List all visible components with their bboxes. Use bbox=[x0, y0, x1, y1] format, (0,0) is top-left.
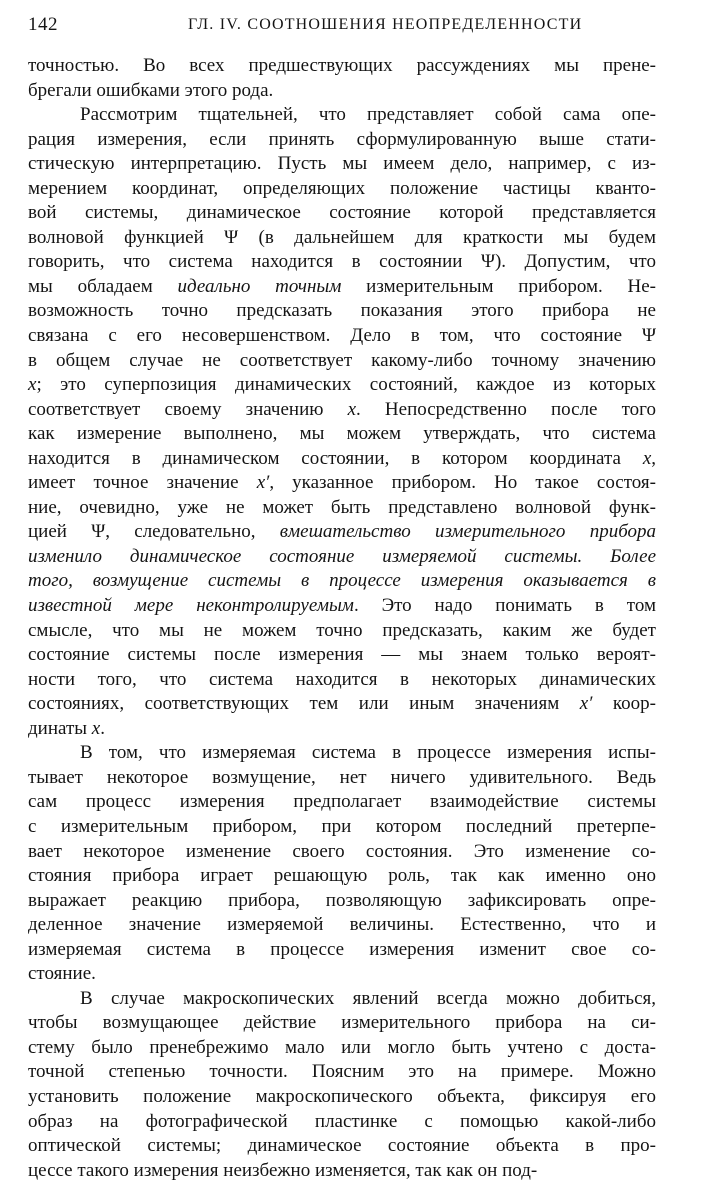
text-segment: находится в динамическом состоянии, в котором координата bbox=[28, 447, 643, 469]
text-line bbox=[28, 1110, 656, 1135]
text-line bbox=[28, 692, 656, 717]
text-line bbox=[28, 54, 656, 79]
text-segment: динаты bbox=[28, 717, 92, 739]
text-segment: стояния прибора играет решающую роль, так как именно оно bbox=[28, 865, 656, 887]
text-segment: как измерение выполнено, мы можем утверждать, что система bbox=[28, 423, 656, 445]
text-segment: мерением координат, определяющих положение частицы кванто- bbox=[28, 177, 656, 199]
text-segment: соответствует своему значению bbox=[28, 398, 348, 420]
text-line bbox=[28, 619, 656, 644]
text-line bbox=[28, 668, 656, 693]
text-segment: говорить, что система находится в состоянии Ψ). Допустим, что bbox=[28, 251, 656, 273]
text-line bbox=[28, 447, 656, 472]
text-segment: , указанное прибором. Но такое состоя- bbox=[269, 472, 656, 494]
text-line bbox=[28, 840, 656, 865]
text-segment: . Непосредственно после того bbox=[356, 398, 656, 420]
italic-text: x′ bbox=[256, 472, 270, 494]
text-line bbox=[28, 643, 656, 668]
text-segment: связана с его несовершенством. Дело в том, что состояние Ψ bbox=[28, 325, 656, 347]
text-line bbox=[28, 815, 656, 840]
text-segment: возможность точно предсказать показания этого прибора не bbox=[28, 300, 656, 322]
text-segment: состояние системы после измерения — мы знаем только вероят- bbox=[28, 644, 656, 666]
text-line bbox=[28, 569, 656, 594]
text-segment: измеряемая система в процессе измерения изменит свое со- bbox=[28, 938, 656, 960]
text-line bbox=[28, 1036, 656, 1061]
text-segment: точностью. Во всех предшествующих рассуждениях мы прене- bbox=[28, 55, 656, 76]
text-line bbox=[28, 299, 656, 324]
text-segment: с измерительным прибором, при котором последний претерпе- bbox=[28, 815, 656, 837]
text-line bbox=[28, 520, 656, 545]
text-line bbox=[28, 1159, 656, 1183]
text-line bbox=[28, 938, 656, 963]
text-line bbox=[28, 741, 656, 766]
running-title: ГЛ. IV. СООТНОШЕНИЯ НЕОПРЕДЕЛЕННОСТИ bbox=[188, 16, 583, 33]
italic-text: x′ bbox=[579, 693, 593, 715]
text-line bbox=[28, 324, 656, 349]
text-line bbox=[28, 201, 656, 226]
text-segment: в общем случае не соответствует какому-либо точному значению bbox=[28, 349, 656, 371]
italic-text: известной мере неконтролируемым bbox=[28, 595, 354, 617]
text-segment: измерительным прибором. Не- bbox=[341, 275, 656, 297]
italic-text: вмешательство измерительного прибора bbox=[279, 521, 657, 543]
italic-text: того, возмущение системы в процессе измерения оказывается в bbox=[28, 570, 656, 592]
italic-text: x bbox=[347, 398, 357, 420]
text-line bbox=[28, 373, 656, 398]
text-segment: вает некоторое изменение своего состояния. Это изменение со- bbox=[28, 840, 656, 862]
text-line bbox=[28, 152, 656, 177]
text-segment: ние, очевидно, уже не может быть представлено волновой функ- bbox=[28, 496, 656, 518]
text-segment: В случае макроскопических явлений всегда можно добиться, bbox=[80, 987, 656, 1009]
page-body bbox=[28, 54, 656, 1183]
text-line bbox=[28, 226, 656, 251]
text-line bbox=[28, 1060, 656, 1085]
italic-text: изменило динамическое состояние измеряемой системы. Более bbox=[28, 545, 656, 567]
text-segment: брегали ошибками этого рода. bbox=[28, 79, 274, 101]
text-segment: цессе такого измерения неизбежно изменяется, так как он под- bbox=[28, 1159, 538, 1181]
text-line bbox=[28, 766, 656, 791]
text-line bbox=[28, 864, 656, 889]
text-line bbox=[28, 962, 656, 987]
text-line bbox=[28, 987, 656, 1012]
text-segment: установить положение макроскопического объекта, фиксируя его bbox=[28, 1085, 656, 1107]
text-segment: смысле, что мы не можем точно предсказать, каким же будет bbox=[28, 619, 656, 641]
text-line bbox=[28, 349, 656, 374]
text-segment: имеет точное значение bbox=[28, 472, 257, 494]
text-segment: стему было пренебрежимо мало или могло быть учтено с доста- bbox=[28, 1036, 656, 1058]
text-segment: образ на фотографической пластинке с помощью какой-либо bbox=[28, 1110, 656, 1132]
text-segment: тывает некоторое возмущение, нет ничего удивительного. Ведь bbox=[28, 766, 656, 788]
italic-text: идеально точным bbox=[177, 275, 342, 297]
text-segment: . Это надо понимать в том bbox=[353, 595, 656, 617]
text-segment: , bbox=[651, 447, 656, 469]
text-segment: рация измерения, если принять сформулированную выше стати- bbox=[28, 128, 656, 150]
italic-text: x bbox=[642, 447, 652, 469]
text-line bbox=[28, 398, 656, 423]
paragraph bbox=[28, 54, 656, 103]
text-line bbox=[28, 594, 656, 619]
text-segment: ; это суперпозиция динамических состояний, каждое из которых bbox=[36, 374, 656, 396]
text-line bbox=[28, 128, 656, 153]
text-line bbox=[28, 889, 656, 914]
page-header bbox=[28, 14, 656, 40]
text-line bbox=[28, 422, 656, 447]
text-segment: волновой функцией Ψ (в дальнейшем для краткости мы будем bbox=[28, 226, 656, 248]
paragraph bbox=[28, 741, 656, 986]
text-segment: мы обладаем bbox=[28, 275, 178, 297]
text-segment: цией Ψ, следовательно, bbox=[28, 521, 280, 543]
text-line bbox=[28, 79, 656, 104]
text-line bbox=[28, 913, 656, 938]
text-line bbox=[28, 545, 656, 570]
text-segment: В том, что измеряемая система в процессе измерения испы- bbox=[80, 742, 656, 764]
italic-text: x bbox=[28, 374, 37, 396]
text-line bbox=[28, 1134, 656, 1159]
text-line bbox=[28, 275, 656, 300]
text-line bbox=[28, 103, 656, 128]
text-line bbox=[28, 250, 656, 275]
text-segment: вой системы, динамическое состояние которой представляется bbox=[28, 202, 656, 224]
text-segment: . bbox=[100, 717, 105, 739]
text-segment: Рассмотрим тщательней, что представляет собой сама опе- bbox=[80, 104, 656, 126]
text-segment: состояниях, соответствующих тем или иным значениям bbox=[28, 693, 580, 715]
text-segment: стическую интерпретацию. Пусть мы имеем дело, например, с из- bbox=[28, 153, 656, 175]
text-line bbox=[28, 790, 656, 815]
text-segment: деленное значение измеряемой величины. Естественно, что и bbox=[28, 914, 656, 936]
text-segment: стояние. bbox=[28, 963, 96, 985]
text-segment: коор- bbox=[592, 693, 656, 715]
paragraph bbox=[28, 987, 656, 1183]
text-line bbox=[28, 177, 656, 202]
text-segment: ности того, что система находится в некоторых динамических bbox=[28, 668, 656, 690]
text-line bbox=[28, 1085, 656, 1110]
text-segment: оптической системы; динамическое состояние объекта в про- bbox=[28, 1135, 656, 1157]
text-segment: сам процесс измерения предполагает взаимодействие системы bbox=[28, 791, 656, 813]
page-number: 142 bbox=[28, 14, 58, 35]
text-segment: чтобы возмущающее действие измерительного прибора на си- bbox=[28, 1012, 656, 1034]
text-line bbox=[28, 717, 656, 742]
text-line bbox=[28, 496, 656, 521]
text-segment: выражает реакцию прибора, позволяющую зафиксировать опре- bbox=[28, 889, 656, 911]
paragraph bbox=[28, 103, 656, 741]
text-line bbox=[28, 471, 656, 496]
italic-text: x bbox=[91, 717, 101, 739]
text-segment: точной степенью точности. Поясним это на примере. Можно bbox=[28, 1061, 656, 1083]
